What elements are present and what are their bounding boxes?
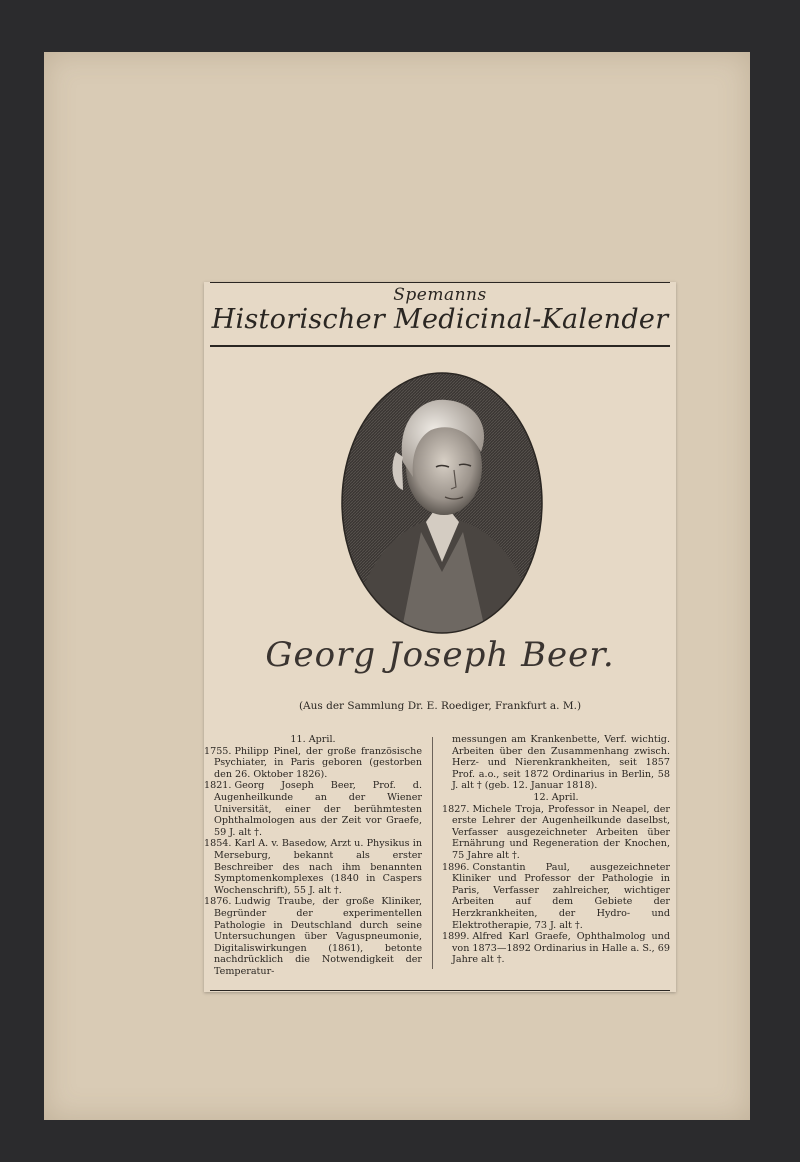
- collection-credit: (Aus der Sammlung Dr. E. Roediger, Frankfurt a. M.): [298, 700, 582, 712]
- entry-text: Karl A. v. Basedow, Arzt u. Physikus in Merseburg, bekannt als erster Beschreiber des nach ihm benannten Symptomenkomplexes (1840 in Caspers Wochenschrift), 55 J. alt †.: [214, 838, 422, 896]
- calendar-entry: [204, 780, 422, 838]
- entry-year: 1876.: [204, 896, 232, 908]
- calendar-title: Historischer Medicinal-Kalender: [211, 304, 669, 335]
- entry-year: 1755.: [204, 745, 232, 757]
- publisher-name: Spemanns: [393, 285, 487, 305]
- entry-year: 1896.: [442, 861, 470, 873]
- calendar-entry: [204, 746, 422, 781]
- entry-year: 1899.: [442, 931, 470, 943]
- entry-text: Philipp Pinel, der große französische Psychiater, in Paris geboren (gestorben den 26. Oktober 1826).: [214, 745, 422, 780]
- entry-text: Alfred Karl Graefe, Ophthalmolog und von 1873—1892 Ordinarius in Halle a. S., 69 Jahre alt †.: [452, 931, 670, 966]
- calendar-entry: [204, 896, 422, 977]
- portrait-engraving: [341, 372, 543, 634]
- day-heading: 12. April.: [533, 791, 579, 803]
- cardboard-mount: [44, 52, 750, 1120]
- day-heading: 11. April.: [290, 734, 336, 745]
- entry-text: Ludwig Traube, der große Kliniker, Begründer der experimentellen Pathologie in Deutschland durch seine Untersuchungen über Vaguspneumonie, Digitaliswirkungen (1861), betonte nachdrücklich die Notwendigkeit der Temperatur-: [214, 896, 422, 977]
- top-rule: [210, 282, 670, 283]
- calendar-entry: [204, 838, 422, 896]
- calendar-entry: [442, 862, 670, 932]
- entry-year: 1827.: [442, 803, 470, 815]
- entry-year: 1854.: [204, 838, 232, 850]
- calendar-entry: [442, 804, 670, 862]
- title-rule: [210, 345, 670, 347]
- entry-text: Michele Troja, Professor in Neapel, der erste Lehrer der Augenheilkunde daselbst, Verfasser ausgezeichneter Arbeiten über Ernährung und Regeneration der Knochen, 75 Jahre alt †.: [452, 803, 670, 861]
- left-column: [204, 734, 422, 977]
- right-column: [442, 734, 670, 966]
- signature: Georg Joseph Beer.: [265, 635, 615, 675]
- calendar-entry: [442, 931, 670, 966]
- bottom-rule: [210, 990, 670, 991]
- column-divider: [432, 737, 433, 969]
- calendar-clipping: [204, 282, 676, 992]
- entry-text: Georg Joseph Beer, Prof. d. Augenheilkunde an der Wiener Universität, einer der berühmtesten Ophthalmologen aus der Zeit vor Graefe, 59 J. alt †.: [214, 780, 422, 838]
- continued-text: messungen am Krankenbette, Verf. wichtig. Arbeiten über den Zusammenhang zwisch. Herz- und Nierenkrankheiten, seit 1857 Prof. a.o., seit 1872 Ordinarius in Berlin, 58 J. alt † (geb. 12. Januar 1818).: [452, 734, 670, 792]
- entry-year: 1821.: [204, 780, 232, 792]
- entry-text: Constantin Paul, ausgezeichneter Kliniker und Professor der Pathologie in Paris, Verfasser zahlreicher, wichtiger Arbeiten auf dem Gebiete der Herzkrankheiten, der Hydro- und Elektrotherapie, 73 J. alt †.: [452, 861, 670, 931]
